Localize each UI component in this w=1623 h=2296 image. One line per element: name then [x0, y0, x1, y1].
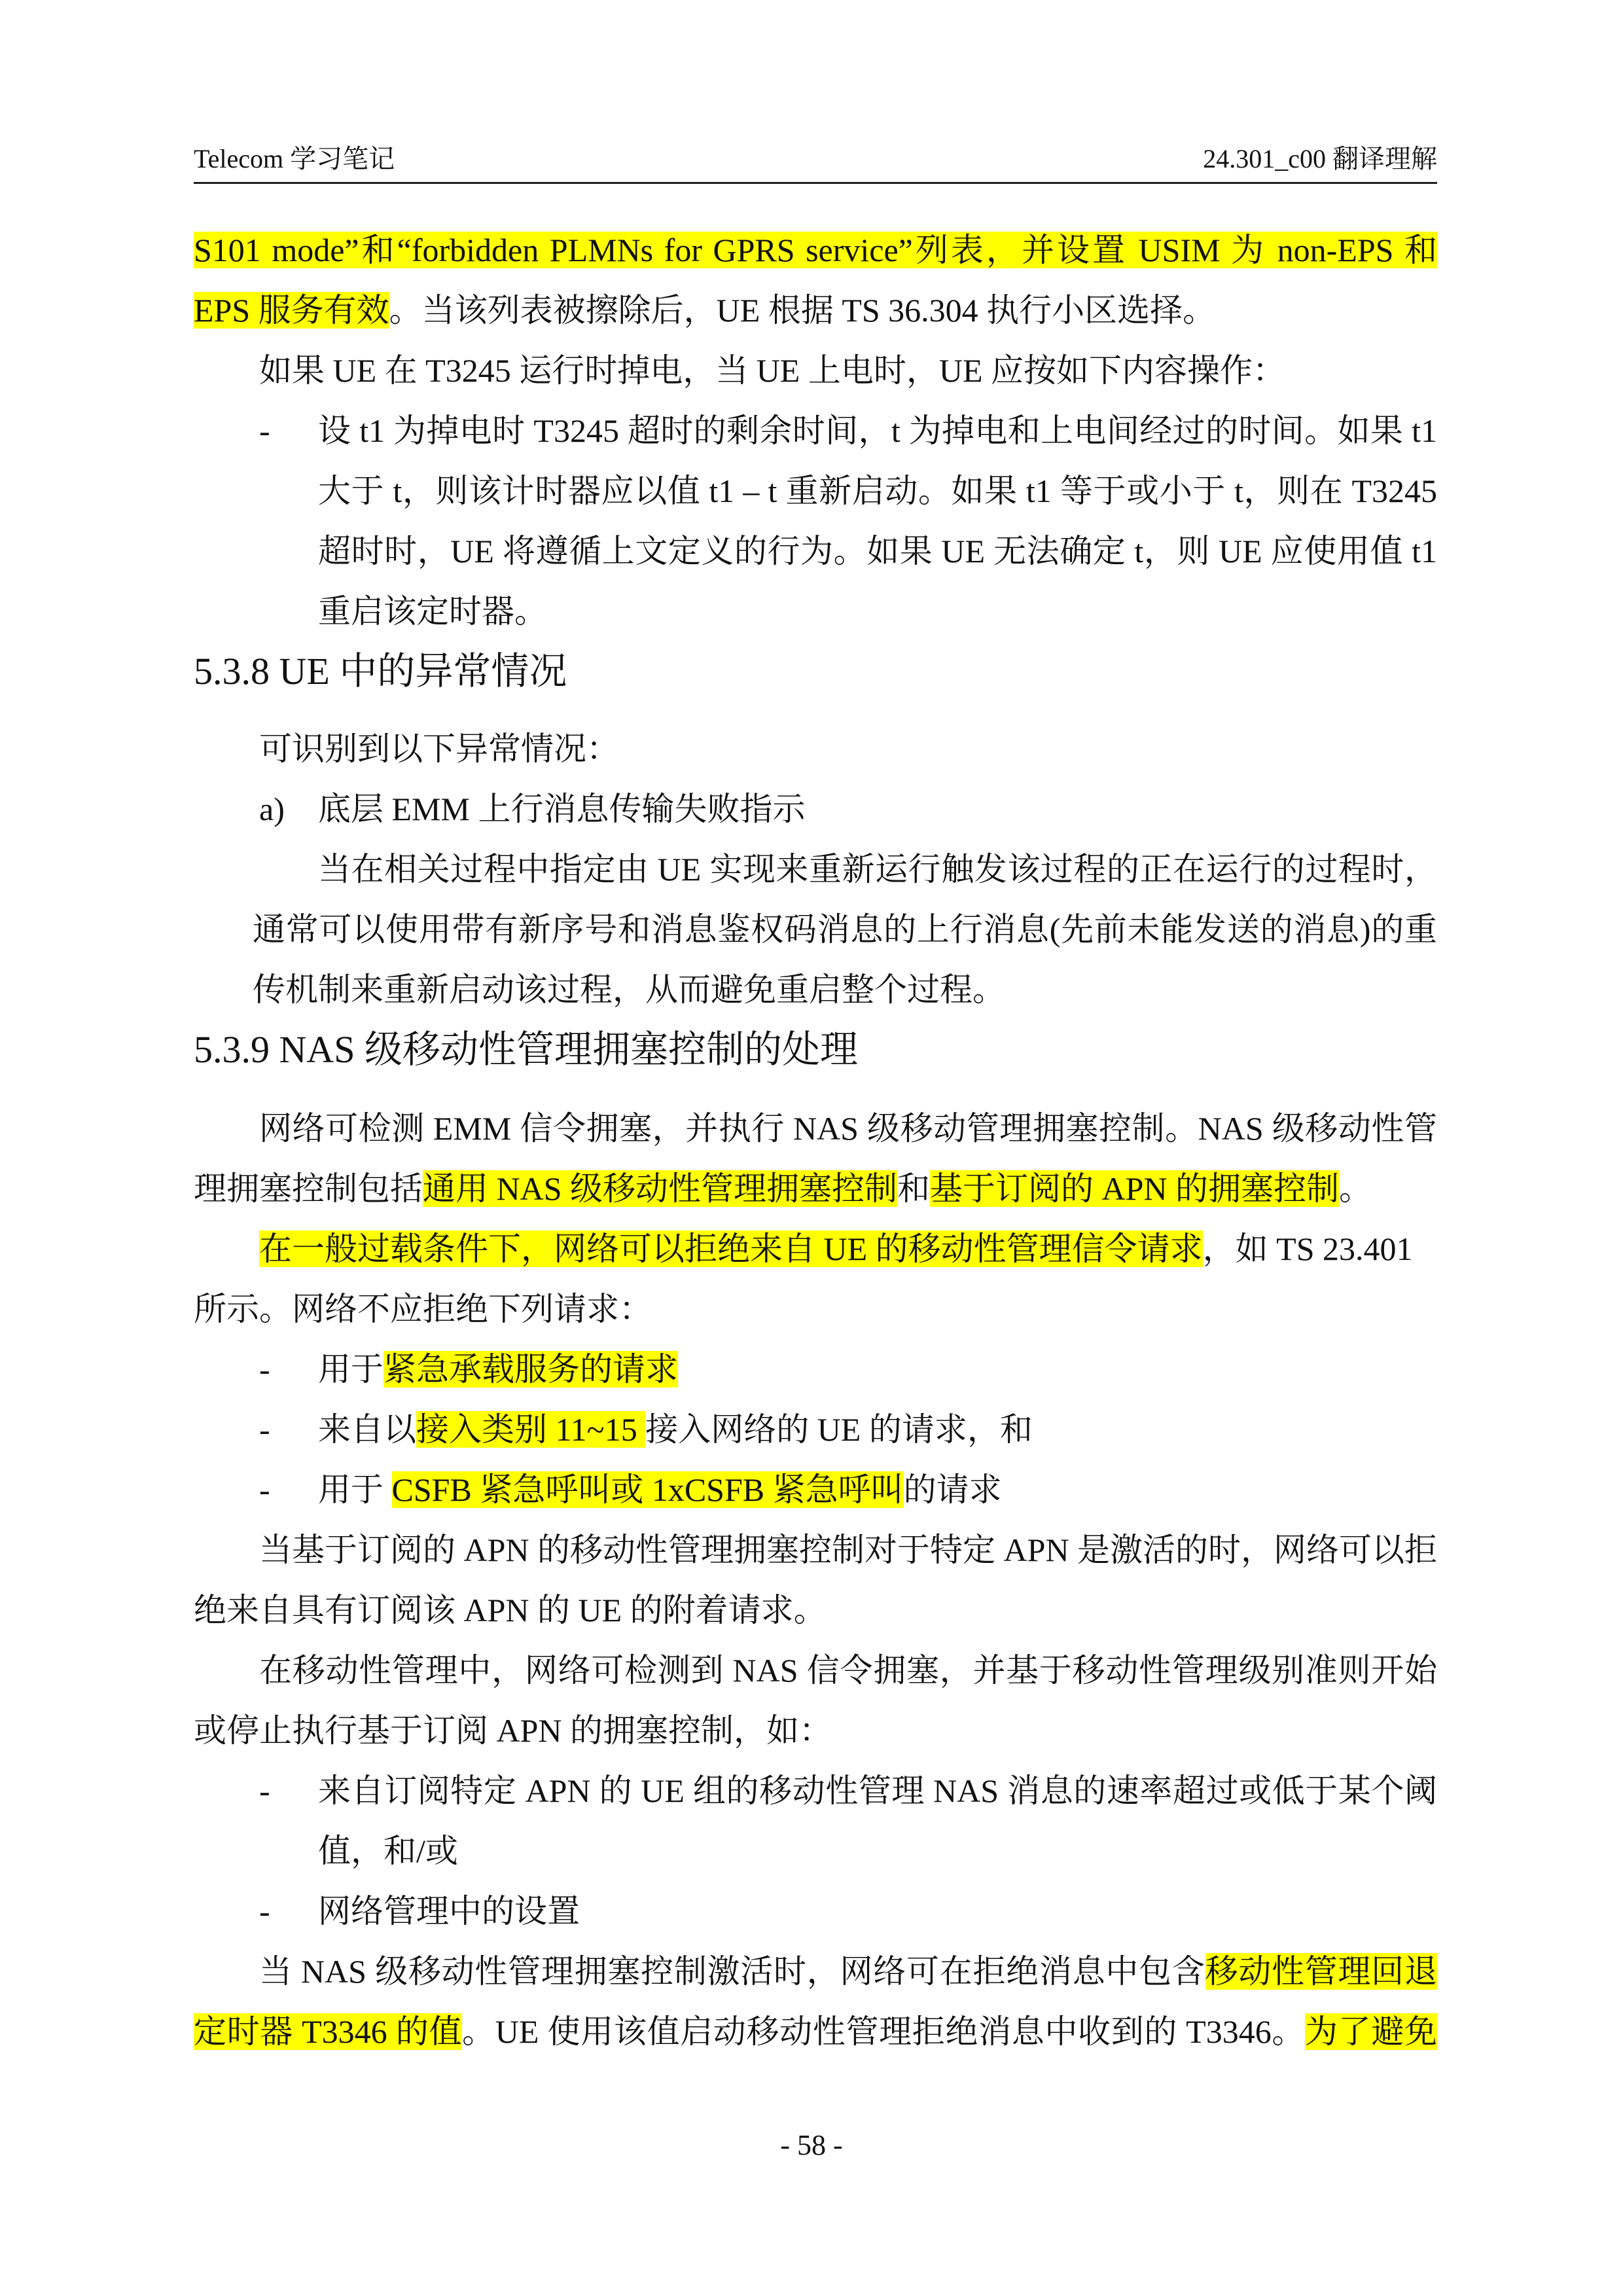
- header-left: Telecom 学习笔记: [194, 144, 395, 173]
- b4-line: [318, 1466, 1002, 1513]
- highlight: CSFB 紧急呼叫或 1xCSFB 紧急呼叫: [391, 1471, 904, 1508]
- highlight: 紧急承载服务的请求: [383, 1351, 678, 1388]
- p5-line-1: 网络可检测 EMM 信令拥塞，并执行 NAS 级移动管理拥塞控制。NAS 级移动性管: [259, 1110, 1437, 1147]
- p8-line-1: 在移动性管理中，网络可检测到 NAS 信令拥塞，并基于移动性管理级别准则开始: [259, 1652, 1437, 1689]
- highlight: 为了避免: [1305, 2013, 1437, 2050]
- text: 来自以: [318, 1411, 416, 1448]
- p4-line-1: 当在相关过程中指定由 UE 实现来重新运行触发该过程的正在运行的过程时，: [318, 851, 1437, 888]
- item-label-a: a): [259, 791, 285, 827]
- p1-line-2: [194, 287, 1215, 334]
- page-number: - 58 -: [780, 2129, 843, 2161]
- b5-line-2: 值，和/或: [318, 1833, 458, 1869]
- p5-line-2: [194, 1165, 1372, 1212]
- bullet-dash: -: [259, 1772, 270, 1809]
- header-right: 24.301_c00 翻译理解: [1203, 144, 1437, 173]
- b5-line-1: 来自订阅特定 APN 的 UE 组的移动性管理 NAS 消息的速率超过或低于某个阈: [318, 1772, 1437, 1809]
- bullet-dash: -: [259, 1411, 270, 1448]
- bullet-dash: -: [259, 412, 270, 449]
- b1-line-2: 大于 t，则该计时器应以值 t1 – t 重新启动。如果 t1 等于或小于 t，则在 T3245: [318, 473, 1437, 509]
- highlight: 移动性管理回退: [1205, 1953, 1437, 1990]
- p3-line-1: 可识别到以下异常情况：: [259, 730, 619, 767]
- highlight: 定时器 T3346 的值: [194, 2013, 463, 2050]
- b1-line-4: 重启该定时器。: [318, 593, 547, 630]
- b3-line: [318, 1406, 1033, 1453]
- section-heading-5-3-9: 5.3.9 NAS 级移动性管理拥塞控制的处理: [194, 1028, 859, 1071]
- text: ，如 TS 23.401: [1202, 1230, 1413, 1267]
- text: 用于: [318, 1471, 392, 1508]
- p8-line-2: 或停止执行基于订阅 APN 的拥塞控制，如：: [194, 1712, 832, 1749]
- p4-line-2: 通常可以使用带有新序号和消息鉴权码消息的上行消息(先前未能发送的消息)的重: [253, 911, 1437, 948]
- b1-line-1: 设 t1 为掉电时 T3245 超时的剩余时间，t 为掉电和上电间经过的时间。如果 t1: [318, 412, 1437, 449]
- text: 接入网络的 UE 的请求，和: [645, 1411, 1033, 1448]
- text: 的请求: [903, 1471, 1002, 1508]
- p6-line-1: [259, 1225, 1413, 1272]
- text: 。UE 使用该值启动移动性管理拒绝消息中收到的 T3346。: [462, 2013, 1306, 2050]
- highlight: 接入类别 11~15: [416, 1411, 646, 1448]
- section-heading-5-3-8: 5.3.8 UE 中的异常情况: [194, 650, 567, 692]
- highlight: 基于订阅的 APN 的拥塞控制: [930, 1170, 1340, 1207]
- text: 。当该列表被擦除后，UE 根据 TS 36.304 执行小区选择。: [389, 292, 1216, 329]
- text: 理拥塞控制包括: [194, 1170, 423, 1207]
- p2-line-1: 如果 UE 在 T3245 运行时掉电，当 UE 上电时，UE 应按如下内容操作：: [259, 352, 1285, 389]
- p1-line-1: [194, 226, 1437, 274]
- p6-line-2: 所示。网络不应拒绝下列请求：: [194, 1291, 652, 1327]
- highlight: 在一般过载条件下，网络可以拒绝来自 UE 的移动性管理信令请求: [259, 1230, 1203, 1267]
- p9-line-2: [194, 2008, 1437, 2055]
- text: 。: [1339, 1170, 1372, 1207]
- highlight: S101 mode”和“forbidden PLMNs for GPRS service”列表，并设置 USIM 为 non-EPS 和: [194, 232, 1437, 268]
- b1-line-3: 超时时，UE 将遵循上文定义的行为。如果 UE 无法确定 t，则 UE 应使用值 t1: [318, 533, 1437, 569]
- b6-line: 网络管理中的设置: [318, 1893, 580, 1929]
- p4-line-3: 传机制来重新启动该过程，从而避免重启整个过程。: [253, 971, 1005, 1008]
- bullet-dash: -: [259, 1471, 270, 1508]
- bullet-dash: -: [259, 1893, 270, 1929]
- page-header: [194, 135, 1437, 184]
- highlight: 通用 NAS 级移动性管理拥塞控制: [423, 1170, 898, 1207]
- b2-line: [318, 1346, 678, 1393]
- p7-line-1: 当基于订阅的 APN 的移动性管理拥塞控制对于特定 APN 是激活的时，网络可以拒: [259, 1532, 1438, 1568]
- item-a-text: 底层 EMM 上行消息传输失败指示: [318, 791, 806, 827]
- p9-line-1: [259, 1948, 1437, 1995]
- text: 当 NAS 级移动性管理拥塞控制激活时，网络可在拒绝消息中包含: [259, 1953, 1205, 1990]
- text: 用于: [318, 1351, 383, 1388]
- p7-line-2: 绝来自具有订阅该 APN 的 UE 的附着请求。: [194, 1592, 827, 1628]
- bullet-dash: -: [259, 1351, 270, 1388]
- text: 和: [897, 1170, 931, 1207]
- highlight: EPS 服务有效: [194, 292, 389, 329]
